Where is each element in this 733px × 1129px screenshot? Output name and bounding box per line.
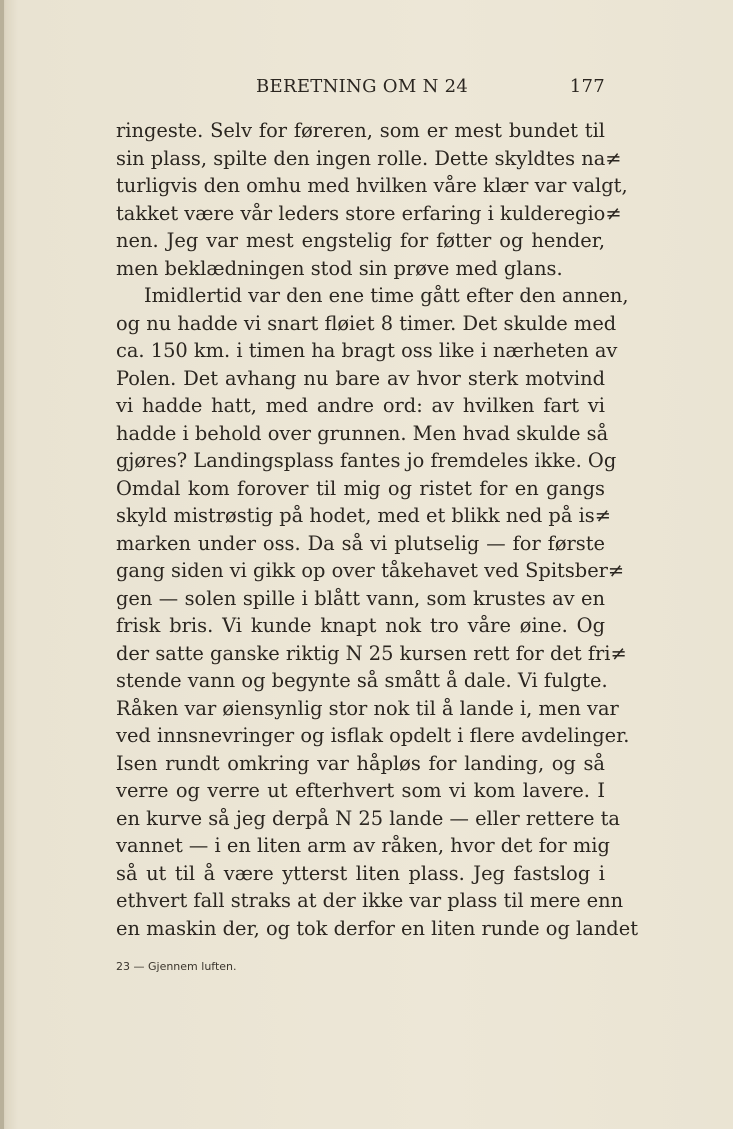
- text-line: Isen rundt omkring var håpløs for landing, og så: [116, 751, 605, 775]
- text-line: skyld mistrøstig på hodet, med et blikk ned på is≠: [116, 504, 611, 527]
- text-line: ca. 150 km. i timen ha bragt oss like i nærheten av: [116, 339, 618, 362]
- text-line: der satte ganske riktig N 25 kursen rett for det fri≠: [116, 641, 627, 665]
- text-line: ringeste. Selv for føreren, som er mest bundet til: [116, 119, 605, 142]
- text-line: en maskin der, og tok derfor en liten runde og landet: [116, 916, 638, 940]
- running-title: BERETNING OM N 24: [256, 76, 469, 97]
- printer-signature: 23 — Gjennem luften.: [116, 960, 237, 973]
- text-line: så ut til å være ytterst liten plass. Jeg fastslog i: [116, 861, 605, 885]
- text-line: gang siden vi gikk op over tåkehavet ved Spitsber≠: [116, 559, 625, 582]
- text-line: Polen. Det avhang nu bare av hvor sterk motvind: [116, 366, 605, 390]
- text-line: Imidlertid var den ene time gått efter den annen,: [144, 284, 629, 307]
- text-line: en kurve så jeg derpå N 25 lande — eller rettere ta: [116, 806, 620, 830]
- text-line: sin plass, spilte den ingen rolle. Dette skyldtes na≠: [116, 146, 622, 170]
- text-line: marken under oss. Da så vi plutselig — for første: [116, 531, 605, 555]
- text-line: verre og verre ut efterhvert som vi kom lavere. I: [116, 779, 605, 802]
- text-line: Råken var øiensynlig stor nok til å lande i, men var: [116, 696, 619, 720]
- text-line: men beklædningen stod sin prøve med glans.: [116, 256, 563, 280]
- text-line: gen — solen spille i blått vann, som krustes av en: [116, 586, 605, 610]
- text-line: ethvert fall straks at der ikke var plass til mere enn: [116, 889, 624, 912]
- body-text: [116, 117, 638, 942]
- text-line: vi hadde hatt, med andre ord: av hvilken fart vi: [116, 394, 605, 417]
- running-header: [116, 74, 605, 100]
- page-spine-edge: [0, 0, 4, 1129]
- page-number: 177: [569, 76, 605, 97]
- text-line: turligvis den omhu med hvilken våre klær var valgt,: [116, 174, 628, 197]
- text-line: hadde i behold over grunnen. Men hvad skulde så: [116, 421, 609, 445]
- text-line: stende vann og begynte så smått å dale. Vi fulgte.: [116, 669, 608, 692]
- text-line: takket være vår leders store erfaring i kulderegio≠: [116, 201, 622, 225]
- text-line: og nu hadde vi snart fløiet 8 timer. Det skulde med: [116, 311, 617, 335]
- text-line: ved innsnevringer og isflak opdelt i flere avdelinger.: [116, 724, 630, 747]
- text-line: frisk bris. Vi kunde knapt nok tro våre øine. Og: [116, 614, 605, 637]
- text-line: Omdal kom forover til mig og ristet for en gangs: [116, 476, 605, 500]
- text-line: nen. Jeg var mest engstelig for føtter og hender,: [116, 229, 605, 252]
- text-line: vannet — i en liten arm av råken, hvor det for mig: [116, 834, 610, 857]
- text-line: gjøres? Landingsplass fantes jo fremdeles ikke. Og: [116, 449, 617, 472]
